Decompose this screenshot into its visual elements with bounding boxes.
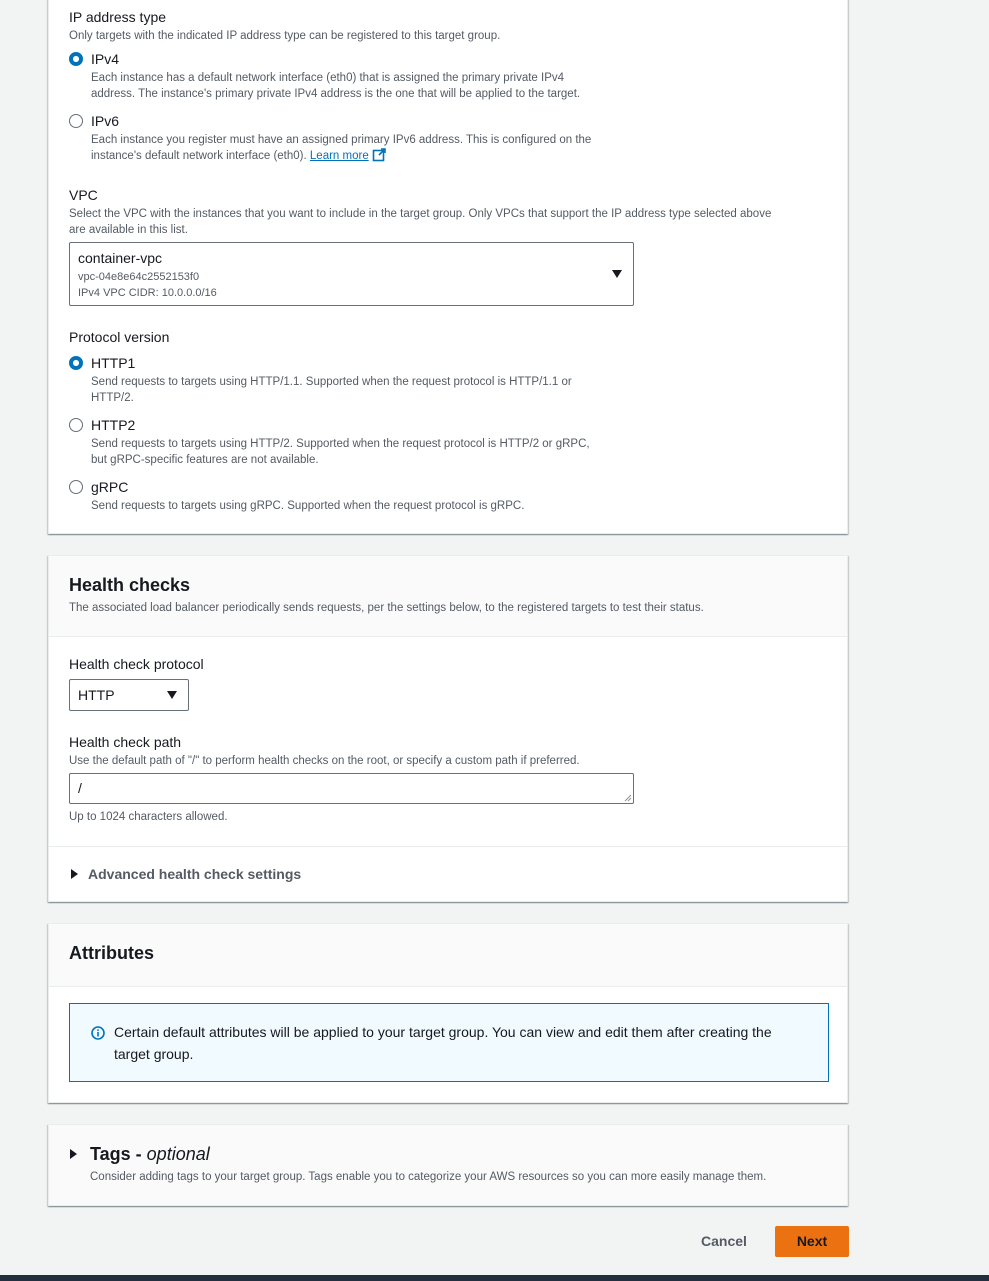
learn-more-link[interactable]: Learn more [309,150,369,162]
radio-http1-label[interactable]: HTTP1 [91,355,136,371]
protocol-version-label: Protocol version [69,329,170,345]
health-checks-title: Health checks [69,575,191,595]
health-check-protocol-select[interactable] [69,679,189,711]
vpc-selected-cidr: IPv4 VPC CIDR: 10.0.0.0/16 [78,287,217,299]
vpc-selected-name: container-vpc [78,250,163,266]
health-check-protocol-value: HTTP [78,687,115,703]
radio-ipv4[interactable] [69,52,83,66]
vpc-selected-id: vpc-04e8e64c2552153f0 [78,271,200,283]
radio-http2-label[interactable]: HTTP2 [91,417,136,433]
radio-ipv6-desc-2-row [91,148,386,164]
tags-toggle[interactable] [90,1144,210,1165]
health-check-path-description: Use the default path of "/" to perform health checks on the root, or specify a custom path if preferred. [69,755,580,767]
caret-right-icon[interactable] [71,869,78,879]
radio-ipv4-desc-1: Each instance has a default network interface (eth0) that is assigned the primary private IPv4 [91,72,565,84]
tags-description: Consider adding tags to your target group. Tags enable you to categorize your AWS resources so you can more easily manage them. [90,1171,767,1183]
next-button[interactable]: Next [775,1226,849,1257]
health-check-path-hint: Up to 1024 characters allowed. [69,811,228,823]
health-check-path-input[interactable] [69,773,634,804]
radio-ipv4-desc-2: address. The instance's primary private IPv4 address is the one that will be applied to the target. [91,88,581,100]
radio-http2-desc-1: Send requests to targets using HTTP/2. Supported when the request protocol is HTTP/2 or gRPC, [91,438,590,450]
health-check-path-value: / [78,780,82,796]
attributes-info-text-1: Certain default attributes will be applied to your target group. You can view and edit them after creating the [114,1024,772,1040]
radio-http1-desc-1: Send requests to targets using HTTP/1.1. Supported when the request protocol is HTTP/1.1 or [91,376,572,388]
chevron-down-icon [612,270,622,278]
tags-panel [48,1124,848,1206]
advanced-health-check-toggle[interactable]: Advanced health check settings [88,866,302,882]
tags-header [49,1125,847,1205]
vpc-label: VPC [69,187,98,203]
radio-ipv6[interactable] [69,114,83,128]
radio-http2-desc-2: but gRPC-specific features are not available. [91,454,319,466]
tags-title: Tags - [90,1144,147,1164]
vpc-desc-2: are available in this list. [69,224,188,236]
vpc-desc-1: Select the VPC with the instances that you want to include in the target group. Only VPCs that support the IP address type selected above [69,208,772,220]
cancel-button[interactable]: Cancel [701,1233,747,1249]
attributes-title: Attributes [69,943,154,963]
tags-optional: optional [146,1144,210,1164]
resize-handle-icon[interactable] [624,794,632,802]
health-checks-description: The associated load balancer periodically sends requests, per the settings below, to the registered targets to test their status. [69,602,704,614]
chevron-down-icon [167,691,177,699]
attributes-info-alert [69,1003,829,1082]
vpc-select[interactable] [69,242,634,306]
ip-address-type-label: IP address type [69,9,167,25]
footer-bar [0,1275,989,1281]
external-link-icon[interactable] [372,148,386,162]
radio-grpc-desc-1: Send requests to targets using gRPC. Supported when the request protocol is gRPC. [91,500,525,512]
radio-grpc[interactable] [69,480,83,494]
health-check-path-label: Health check path [69,734,182,750]
attributes-header [49,924,847,987]
radio-http1-desc-2: HTTP/2. [91,392,134,404]
radio-grpc-label[interactable]: gRPC [91,479,129,495]
radio-ipv6-label[interactable]: IPv6 [91,113,120,129]
ip-address-type-description: Only targets with the indicated IP address type can be registered to this target group. [69,30,501,42]
radio-ipv6-desc-1: Each instance you register must have an assigned primary IPv6 address. This is configured on the [91,134,592,146]
health-checks-header [49,556,847,637]
health-checks-divider [49,846,847,847]
health-check-protocol-label: Health check protocol [69,656,204,672]
radio-ipv4-label[interactable]: IPv4 [91,51,120,67]
attributes-info-text-2: target group. [114,1046,194,1062]
radio-http1[interactable] [69,356,83,370]
info-icon [91,1026,105,1040]
radio-http2[interactable] [69,418,83,432]
caret-right-icon[interactable] [70,1149,77,1159]
radio-ipv6-desc-2: instance's default network interface (eth0). [91,150,307,162]
